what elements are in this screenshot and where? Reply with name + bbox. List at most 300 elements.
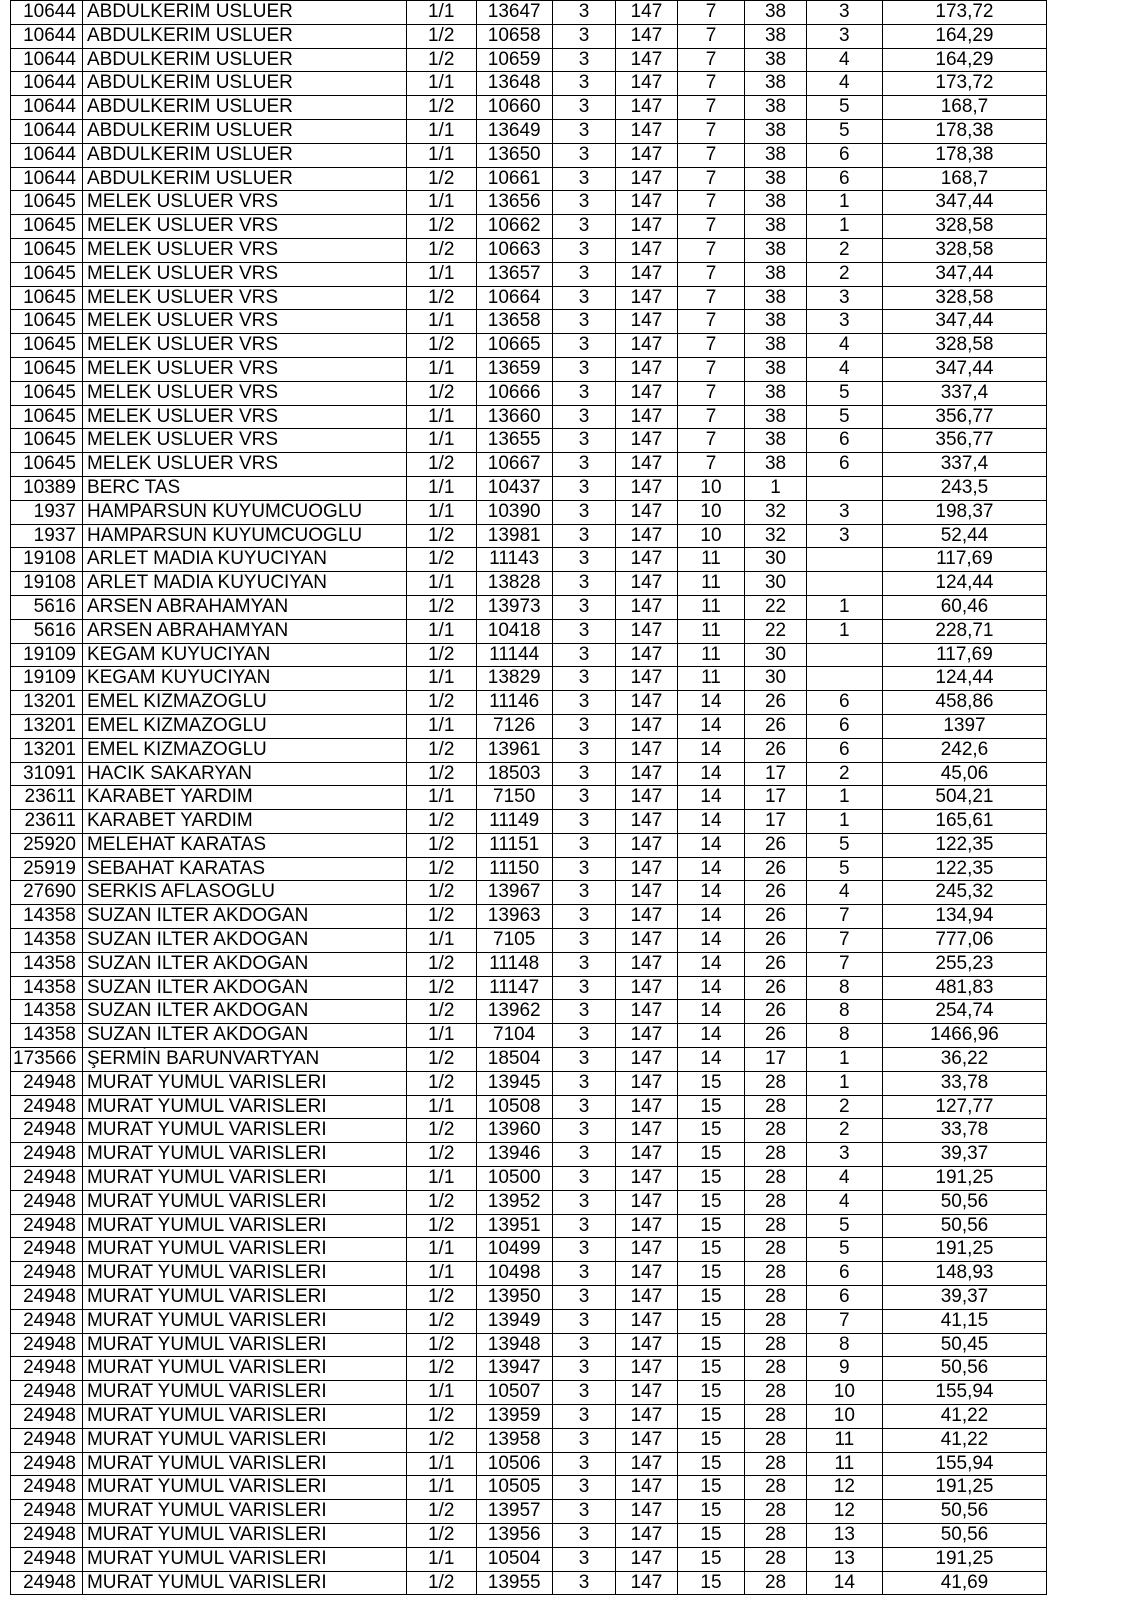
table-row (11, 1214, 1047, 1238)
cell-share: 1/2 (406, 286, 476, 310)
cell-parcel: 10499 (476, 1238, 552, 1262)
cell-name: ABDULKERIM USLUER (82, 24, 406, 48)
cell-value: 117,69 (882, 643, 1046, 667)
cell-parcel: 11151 (476, 833, 552, 857)
cell-c1: 3 (552, 381, 615, 405)
cell-c1: 3 (552, 952, 615, 976)
cell-name: MELEK USLUER VRS (82, 191, 406, 215)
cell-parcel: 13958 (476, 1428, 552, 1452)
cell-value: 242,6 (882, 738, 1046, 762)
cell-c5: 12 (806, 1476, 882, 1500)
cell-c5: 6 (806, 714, 882, 738)
cell-c3: 15 (677, 1262, 745, 1286)
cell-c2: 147 (616, 1000, 677, 1024)
cell-parcel: 13960 (476, 1119, 552, 1143)
cell-c1: 3 (552, 1024, 615, 1048)
cell-value: 52,44 (882, 524, 1046, 548)
cell-c2: 147 (616, 1500, 677, 1524)
cell-c3: 11 (677, 548, 745, 572)
cell-name: MURAT YUMUL VARISLERI (82, 1190, 406, 1214)
cell-c4: 28 (745, 1262, 806, 1286)
cell-c4: 28 (745, 1571, 806, 1595)
cell-id: 24948 (11, 1428, 83, 1452)
cell-share: 1/1 (406, 714, 476, 738)
cell-parcel: 13945 (476, 1071, 552, 1095)
cell-c5: 1 (806, 810, 882, 834)
cell-share: 1/1 (406, 357, 476, 381)
cell-c4: 17 (745, 786, 806, 810)
cell-c4: 17 (745, 810, 806, 834)
cell-c1: 3 (552, 453, 615, 477)
table-row (11, 167, 1047, 191)
cell-c4: 38 (745, 334, 806, 358)
table-row (11, 286, 1047, 310)
cell-c4: 28 (745, 1238, 806, 1262)
cell-c4: 30 (745, 643, 806, 667)
cell-share: 1/2 (406, 643, 476, 667)
cell-c5 (806, 643, 882, 667)
cell-c1: 3 (552, 929, 615, 953)
cell-c1: 3 (552, 143, 615, 167)
cell-c5: 5 (806, 96, 882, 120)
cell-parcel: 10665 (476, 334, 552, 358)
cell-name: MELEK USLUER VRS (82, 429, 406, 453)
cell-value: 243,5 (882, 476, 1046, 500)
cell-share: 1/1 (406, 143, 476, 167)
table-row (11, 714, 1047, 738)
cell-c3: 15 (677, 1571, 745, 1595)
cell-share: 1/2 (406, 1190, 476, 1214)
cell-c2: 147 (616, 1214, 677, 1238)
cell-c1: 3 (552, 357, 615, 381)
cell-c2: 147 (616, 96, 677, 120)
cell-parcel: 10506 (476, 1452, 552, 1476)
cell-value: 255,23 (882, 952, 1046, 976)
cell-c1: 3 (552, 119, 615, 143)
cell-parcel: 13828 (476, 572, 552, 596)
table-row (11, 1000, 1047, 1024)
cell-name: KARABET YARDIM (82, 786, 406, 810)
cell-value: 33,78 (882, 1071, 1046, 1095)
cell-id: 5616 (11, 619, 83, 643)
cell-c4: 28 (745, 1357, 806, 1381)
cell-c3: 11 (677, 667, 745, 691)
table-row (11, 1357, 1047, 1381)
cell-share: 1/1 (406, 500, 476, 524)
cell-c5: 12 (806, 1500, 882, 1524)
cell-c5: 8 (806, 1024, 882, 1048)
ledger-table (10, 0, 1047, 1595)
cell-c1: 3 (552, 643, 615, 667)
cell-c3: 14 (677, 691, 745, 715)
cell-name: SUZAN ILTER AKDOGAN (82, 1024, 406, 1048)
cell-id: 24948 (11, 1119, 83, 1143)
cell-share: 1/2 (406, 1286, 476, 1310)
table-row (11, 1190, 1047, 1214)
ledger-body (11, 1, 1047, 1595)
cell-c3: 14 (677, 929, 745, 953)
cell-name: ABDULKERIM USLUER (82, 143, 406, 167)
cell-c3: 14 (677, 786, 745, 810)
cell-id: 25919 (11, 857, 83, 881)
cell-value: 50,45 (882, 1333, 1046, 1357)
cell-id: 10645 (11, 429, 83, 453)
cell-parcel: 13660 (476, 405, 552, 429)
cell-c2: 147 (616, 48, 677, 72)
cell-c1: 3 (552, 1381, 615, 1405)
cell-c2: 147 (616, 72, 677, 96)
cell-c2: 147 (616, 1405, 677, 1429)
cell-name: MURAT YUMUL VARISLERI (82, 1381, 406, 1405)
cell-c3: 15 (677, 1143, 745, 1167)
table-row (11, 143, 1047, 167)
cell-share: 1/1 (406, 1238, 476, 1262)
cell-name: ARSEN ABRAHAMYAN (82, 619, 406, 643)
cell-c5: 3 (806, 286, 882, 310)
cell-value: 191,25 (882, 1547, 1046, 1571)
cell-c5: 6 (806, 1262, 882, 1286)
cell-value: 39,37 (882, 1143, 1046, 1167)
cell-c3: 14 (677, 1000, 745, 1024)
table-row (11, 1333, 1047, 1357)
cell-value: 173,72 (882, 1, 1046, 25)
cell-name: MURAT YUMUL VARISLERI (82, 1071, 406, 1095)
cell-c1: 3 (552, 1309, 615, 1333)
cell-name: ABDULKERIM USLUER (82, 1, 406, 25)
cell-id: 25920 (11, 833, 83, 857)
cell-parcel: 10658 (476, 24, 552, 48)
cell-id: 10644 (11, 24, 83, 48)
cell-share: 1/2 (406, 1143, 476, 1167)
table-row (11, 48, 1047, 72)
cell-name: SUZAN ILTER AKDOGAN (82, 952, 406, 976)
cell-id: 10389 (11, 476, 83, 500)
cell-c1: 3 (552, 1000, 615, 1024)
cell-parcel: 13647 (476, 1, 552, 25)
cell-id: 173566 (11, 1048, 83, 1072)
cell-id: 23611 (11, 810, 83, 834)
table-row (11, 1, 1047, 25)
cell-c4: 38 (745, 286, 806, 310)
cell-c4: 28 (745, 1381, 806, 1405)
cell-name: MURAT YUMUL VARISLERI (82, 1452, 406, 1476)
cell-share: 1/2 (406, 96, 476, 120)
cell-c5: 5 (806, 833, 882, 857)
cell-parcel: 13650 (476, 143, 552, 167)
cell-value: 50,56 (882, 1524, 1046, 1548)
cell-c4: 28 (745, 1286, 806, 1310)
cell-c4: 32 (745, 524, 806, 548)
cell-parcel: 10418 (476, 619, 552, 643)
cell-c1: 3 (552, 191, 615, 215)
cell-c1: 3 (552, 1286, 615, 1310)
cell-id: 13201 (11, 691, 83, 715)
cell-c5: 8 (806, 976, 882, 1000)
cell-value: 347,44 (882, 357, 1046, 381)
cell-value: 245,32 (882, 881, 1046, 905)
cell-name: MELEK USLUER VRS (82, 405, 406, 429)
cell-c5: 1 (806, 595, 882, 619)
cell-c1: 3 (552, 619, 615, 643)
cell-share: 1/1 (406, 619, 476, 643)
cell-c5: 4 (806, 72, 882, 96)
cell-c5: 2 (806, 762, 882, 786)
cell-c2: 147 (616, 572, 677, 596)
cell-id: 14358 (11, 1024, 83, 1048)
cell-c2: 147 (616, 1119, 677, 1143)
cell-id: 10644 (11, 48, 83, 72)
cell-share: 1/2 (406, 524, 476, 548)
cell-name: MURAT YUMUL VARISLERI (82, 1405, 406, 1429)
cell-c4: 28 (745, 1500, 806, 1524)
cell-name: MURAT YUMUL VARISLERI (82, 1357, 406, 1381)
cell-c5: 7 (806, 952, 882, 976)
cell-parcel: 11148 (476, 952, 552, 976)
cell-name: ŞERMİN BARUNVARTYAN (82, 1048, 406, 1072)
cell-c4: 38 (745, 48, 806, 72)
cell-c4: 17 (745, 1048, 806, 1072)
cell-parcel: 13973 (476, 595, 552, 619)
cell-value: 50,56 (882, 1214, 1046, 1238)
cell-name: SUZAN ILTER AKDOGAN (82, 1000, 406, 1024)
cell-c4: 38 (745, 357, 806, 381)
cell-c3: 7 (677, 24, 745, 48)
cell-parcel: 13950 (476, 1286, 552, 1310)
cell-name: MURAT YUMUL VARISLERI (82, 1309, 406, 1333)
cell-c3: 14 (677, 976, 745, 1000)
cell-share: 1/1 (406, 1476, 476, 1500)
cell-value: 328,58 (882, 215, 1046, 239)
cell-c3: 14 (677, 857, 745, 881)
cell-c1: 3 (552, 310, 615, 334)
cell-c4: 38 (745, 96, 806, 120)
cell-c3: 14 (677, 738, 745, 762)
cell-value: 41,69 (882, 1571, 1046, 1595)
cell-name: MURAT YUMUL VARISLERI (82, 1095, 406, 1119)
cell-name: MELEK USLUER VRS (82, 238, 406, 262)
table-row (11, 215, 1047, 239)
cell-c3: 7 (677, 72, 745, 96)
cell-c1: 3 (552, 1095, 615, 1119)
cell-c2: 147 (616, 929, 677, 953)
cell-c4: 22 (745, 595, 806, 619)
cell-share: 1/2 (406, 1000, 476, 1024)
cell-c3: 11 (677, 595, 745, 619)
cell-value: 1466,96 (882, 1024, 1046, 1048)
table-row (11, 1476, 1047, 1500)
cell-id: 13201 (11, 714, 83, 738)
cell-c1: 3 (552, 905, 615, 929)
cell-id: 10645 (11, 453, 83, 477)
cell-c3: 14 (677, 833, 745, 857)
cell-c1: 3 (552, 96, 615, 120)
cell-share: 1/1 (406, 310, 476, 334)
cell-c2: 147 (616, 453, 677, 477)
cell-c4: 26 (745, 976, 806, 1000)
table-row (11, 738, 1047, 762)
cell-value: 178,38 (882, 119, 1046, 143)
cell-id: 10645 (11, 215, 83, 239)
cell-c5: 5 (806, 857, 882, 881)
cell-c2: 147 (616, 1381, 677, 1405)
cell-id: 19109 (11, 667, 83, 691)
cell-c3: 11 (677, 643, 745, 667)
cell-c5: 1 (806, 619, 882, 643)
cell-c3: 15 (677, 1428, 745, 1452)
table-row (11, 1024, 1047, 1048)
cell-c3: 10 (677, 476, 745, 500)
cell-parcel: 10662 (476, 215, 552, 239)
cell-share: 1/1 (406, 1167, 476, 1191)
cell-share: 1/1 (406, 476, 476, 500)
cell-id: 24948 (11, 1333, 83, 1357)
cell-parcel: 7104 (476, 1024, 552, 1048)
table-row (11, 1262, 1047, 1286)
cell-c2: 147 (616, 833, 677, 857)
cell-c5: 4 (806, 334, 882, 358)
cell-share: 1/1 (406, 262, 476, 286)
cell-c1: 3 (552, 1214, 615, 1238)
cell-id: 10645 (11, 238, 83, 262)
cell-c2: 147 (616, 24, 677, 48)
cell-share: 1/1 (406, 1095, 476, 1119)
cell-value: 155,94 (882, 1452, 1046, 1476)
cell-c5: 13 (806, 1547, 882, 1571)
cell-c1: 3 (552, 1571, 615, 1595)
cell-value: 36,22 (882, 1048, 1046, 1072)
table-row (11, 976, 1047, 1000)
cell-c4: 26 (745, 929, 806, 953)
cell-c5: 2 (806, 262, 882, 286)
cell-parcel: 11144 (476, 643, 552, 667)
cell-c5: 2 (806, 1119, 882, 1143)
cell-value: 356,77 (882, 405, 1046, 429)
cell-c4: 38 (745, 1, 806, 25)
cell-id: 1937 (11, 524, 83, 548)
cell-c4: 28 (745, 1428, 806, 1452)
cell-id: 24948 (11, 1381, 83, 1405)
cell-c2: 147 (616, 310, 677, 334)
cell-c1: 3 (552, 881, 615, 905)
cell-c1: 3 (552, 1048, 615, 1072)
cell-share: 1/2 (406, 857, 476, 881)
cell-c5: 4 (806, 1190, 882, 1214)
cell-c2: 147 (616, 500, 677, 524)
cell-c2: 147 (616, 1333, 677, 1357)
cell-c4: 38 (745, 453, 806, 477)
cell-c3: 7 (677, 310, 745, 334)
cell-c3: 14 (677, 905, 745, 929)
cell-c4: 28 (745, 1524, 806, 1548)
cell-c1: 3 (552, 738, 615, 762)
table-row (11, 548, 1047, 572)
cell-c3: 15 (677, 1500, 745, 1524)
cell-name: MURAT YUMUL VARISLERI (82, 1500, 406, 1524)
cell-c5 (806, 667, 882, 691)
cell-c2: 147 (616, 119, 677, 143)
cell-id: 24948 (11, 1071, 83, 1095)
cell-name: ABDULKERIM USLUER (82, 96, 406, 120)
cell-name: HAMPARSUN KUYUMCUOGLU (82, 500, 406, 524)
cell-c2: 147 (616, 476, 677, 500)
cell-share: 1/1 (406, 191, 476, 215)
cell-parcel: 13957 (476, 1500, 552, 1524)
cell-name: ARLET MADIA KUYUCIYAN (82, 572, 406, 596)
cell-c2: 147 (616, 1048, 677, 1072)
cell-share: 1/2 (406, 595, 476, 619)
cell-c3: 15 (677, 1381, 745, 1405)
cell-c3: 15 (677, 1119, 745, 1143)
cell-share: 1/2 (406, 548, 476, 572)
cell-c4: 26 (745, 857, 806, 881)
cell-value: 173,72 (882, 72, 1046, 96)
cell-c3: 7 (677, 48, 745, 72)
cell-parcel: 11149 (476, 810, 552, 834)
cell-parcel: 13947 (476, 1357, 552, 1381)
cell-c5: 6 (806, 738, 882, 762)
cell-c1: 3 (552, 714, 615, 738)
cell-share: 1/2 (406, 1119, 476, 1143)
cell-value: 191,25 (882, 1476, 1046, 1500)
cell-parcel: 10666 (476, 381, 552, 405)
cell-id: 19108 (11, 572, 83, 596)
cell-c4: 26 (745, 833, 806, 857)
cell-id: 24948 (11, 1357, 83, 1381)
cell-parcel: 18504 (476, 1048, 552, 1072)
cell-c2: 147 (616, 191, 677, 215)
cell-c4: 28 (745, 1452, 806, 1476)
cell-c5: 3 (806, 1143, 882, 1167)
cell-share: 1/2 (406, 1428, 476, 1452)
cell-value: 168,7 (882, 167, 1046, 191)
cell-id: 10645 (11, 381, 83, 405)
cell-c1: 3 (552, 167, 615, 191)
cell-c2: 147 (616, 810, 677, 834)
cell-c2: 147 (616, 667, 677, 691)
cell-parcel: 13952 (476, 1190, 552, 1214)
table-row (11, 1309, 1047, 1333)
cell-c2: 147 (616, 1, 677, 25)
cell-value: 50,56 (882, 1190, 1046, 1214)
cell-parcel: 13649 (476, 119, 552, 143)
cell-c2: 147 (616, 1286, 677, 1310)
cell-c3: 14 (677, 810, 745, 834)
cell-parcel: 10661 (476, 167, 552, 191)
cell-id: 24948 (11, 1095, 83, 1119)
table-row (11, 1428, 1047, 1452)
cell-value: 347,44 (882, 191, 1046, 215)
cell-name: EMEL KIZMAZOGLU (82, 691, 406, 715)
cell-c2: 147 (616, 215, 677, 239)
cell-c3: 7 (677, 334, 745, 358)
table-row (11, 119, 1047, 143)
cell-c2: 147 (616, 762, 677, 786)
cell-c3: 14 (677, 1048, 745, 1072)
cell-c4: 38 (745, 262, 806, 286)
cell-c4: 28 (745, 1071, 806, 1095)
cell-name: MURAT YUMUL VARISLERI (82, 1333, 406, 1357)
table-row (11, 238, 1047, 262)
cell-c5: 7 (806, 929, 882, 953)
cell-c1: 3 (552, 72, 615, 96)
cell-parcel: 13829 (476, 667, 552, 691)
table-row (11, 24, 1047, 48)
table-row (11, 857, 1047, 881)
cell-c4: 38 (745, 381, 806, 405)
cell-c5: 3 (806, 310, 882, 334)
cell-c3: 7 (677, 405, 745, 429)
cell-c3: 7 (677, 143, 745, 167)
